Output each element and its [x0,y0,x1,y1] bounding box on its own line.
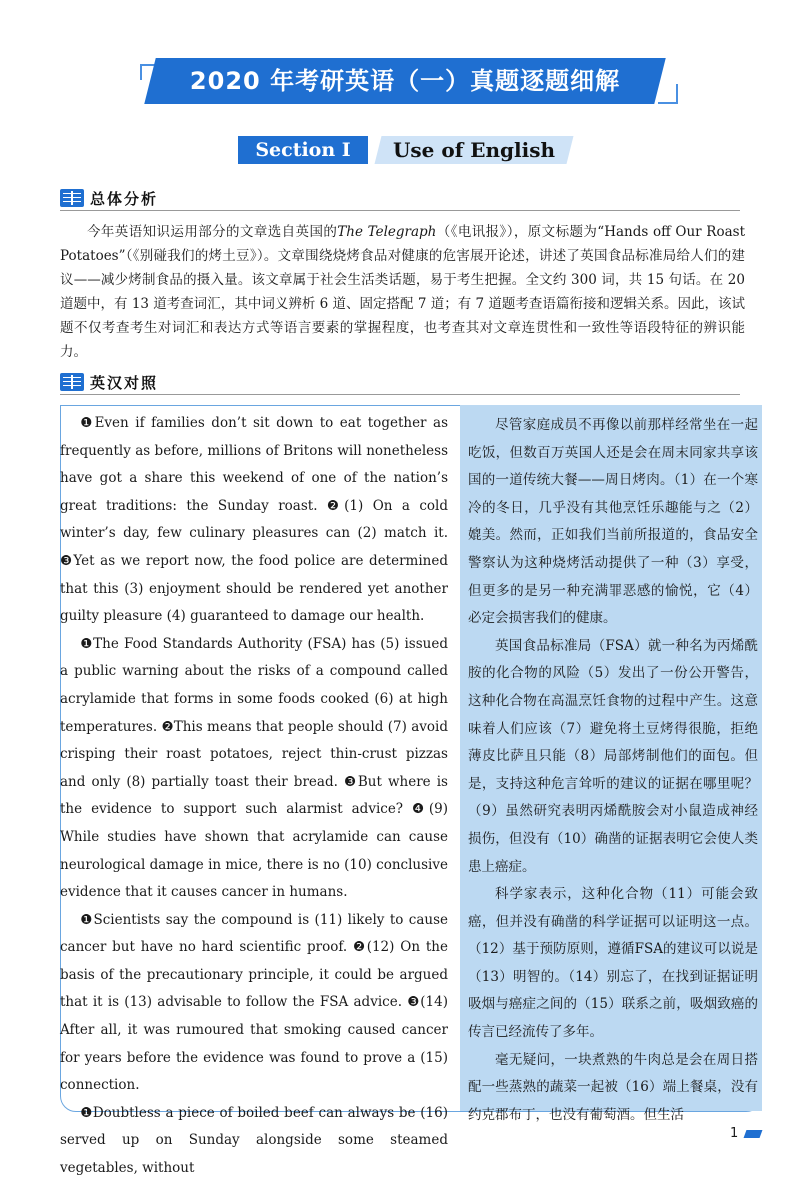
english-paragraph: ❶Doubtless a piece of boiled beef can always be (16) served up on Sunday alongside some steamed vegetables, without [60,1104,448,1177]
analysis-heading [60,186,158,210]
page-title: 2020 年考研英语（一）真题逐题细解 [189,67,621,95]
analysis-heading-text: 总体分析 [90,189,159,208]
book-icon [60,189,84,207]
page-mark-icon [744,1130,763,1138]
chinese-paragraph: 科学家表示，这种化合物（11）可能会致癌，但并没有确凿的科学证据可以证明这一点。（12）基于预防原则，遵循FSA的建议可以说是（13）明智的。（14）别忘了，在找到证据证明吸烟与癌症之间的（15）联系之前，吸烟致癌的传言已经流传了多年。 [468,886,758,1041]
analysis-text: 今年英语知识运用部分的文章选自英国的 [87,224,338,240]
analysis-paragraph [60,220,745,364]
analysis-source: The Telegraph [337,224,437,240]
english-column [60,410,448,1183]
divider [60,394,740,395]
section-number: Section Ⅰ [255,139,351,161]
analysis-text: （《电讯报》），原文标题为“Hands off Our Roast Potatoes”（《别碰我们的烤土豆》）。文章围绕烧烤食品对健康的危害展开论述，讲述了英国食品标准局给人们的建议——减少烤制食品的摄入量。该文章属于社会生活类话题，易于考生把握。全文约 300 词，共 15 句话。在 20 道题中，有 13 道考查词汇，其中词义辨析 6 道、固定搭配 7 道；有 7 道题考查语篇衔接和逻辑关系。因此，该试题不仅考查考生对词汇和表达方式等语言要素的掌握程度，也考查其对文章连贯性和一致性等语段特征的辨识能力。 [60,224,745,360]
section-name: Use of English [392,138,556,162]
book-icon [60,373,84,391]
chinese-paragraph: 英国食品标准局（FSA）就一种名为丙烯酰胺的化合物的风险（5）发出了一份公开警告，这种化合物在高温烹饪食物的过程中产生。这意味着人们应该（7）避免将土豆烤得很脆，拒绝薄皮比萨且只能（8）局部烤制他们的面包。但是，支持这种危言耸听的建议的证据在哪里呢？（9）虽然研究表明丙烯酰胺会对小鼠造成神经损伤，但没有（10）确凿的证据表明它会使人类患上癌症。 [468,637,758,875]
title-decoration [658,84,678,104]
english-paragraph: ❶Even if families don’t sit down to eat together as frequently as before, millions of Britons will nonetheless have got a share this weekend of one of the nation’s great traditions: the Sunday roast. ❷(1) On a cold winter’s day, few culinary pleasures can (2) match it. ❸Yet as we report now, the food police are determined that this (3) enjoyment should be rendered yet another guilty pleasure (4) guaranteed to damage our health. [60,415,448,625]
compare-heading [60,370,158,394]
page-number: 1 [730,1126,739,1141]
chinese-paragraph: 尽管家庭成员不再像以前那样经常坐在一起吃饭，但数百万英国人还是会在周末同家共享该国的一道传统大餐——周日烤肉。（1）在一个寒冷的冬日，几乎没有其他烹饪乐趣能与之（2）媲美。然而，正如我们当前所报道的，食品安全警察认为这种烧烤活动提供了一种（3）享受，但更多的是另一种充满罪恶感的愉悦，它（4）必定会损害我们的健康。 [468,417,758,627]
section-header [238,136,570,164]
english-paragraph: ❶Scientists say the compound is (11) likely to cause cancer but have no hard scientific proof. ❷(12) On the basis of the precautionary principle, it could be argued that it is (13) advisable to follow the FSA advice. ❸(14) After all, it was rumoured that smoking caused cancer for years before the evidence was found to prove a (15) connection. [60,911,448,1094]
chinese-paragraph: 毫无疑问，一块煮熟的牛肉总是会在周日搭配一些蒸熟的蔬菜一起被（16）端上餐桌，没有约克郡布丁，也没有葡萄酒。但生活 [468,1051,758,1123]
english-paragraph: ❶The Food Standards Authority (FSA) has (5) issued a public warning about the risks of a compound called acrylamide that forms in some foods cooked (6) at high temperatures. ❷This means that people should (7) avoid crisping their roast potatoes, reject thin-crust pizzas and only (8) partially toast their bread. ❸But where is the evidence to support such alarmist advice? ❹(9) While studies have shown that acrylamide can cause neurological damage in mice, there is no (10) conclusive evidence that it causes cancer in humans. [60,635,448,901]
compare-heading-text: 英汉对照 [90,373,159,392]
divider [60,210,740,211]
chinese-column [468,412,758,1129]
